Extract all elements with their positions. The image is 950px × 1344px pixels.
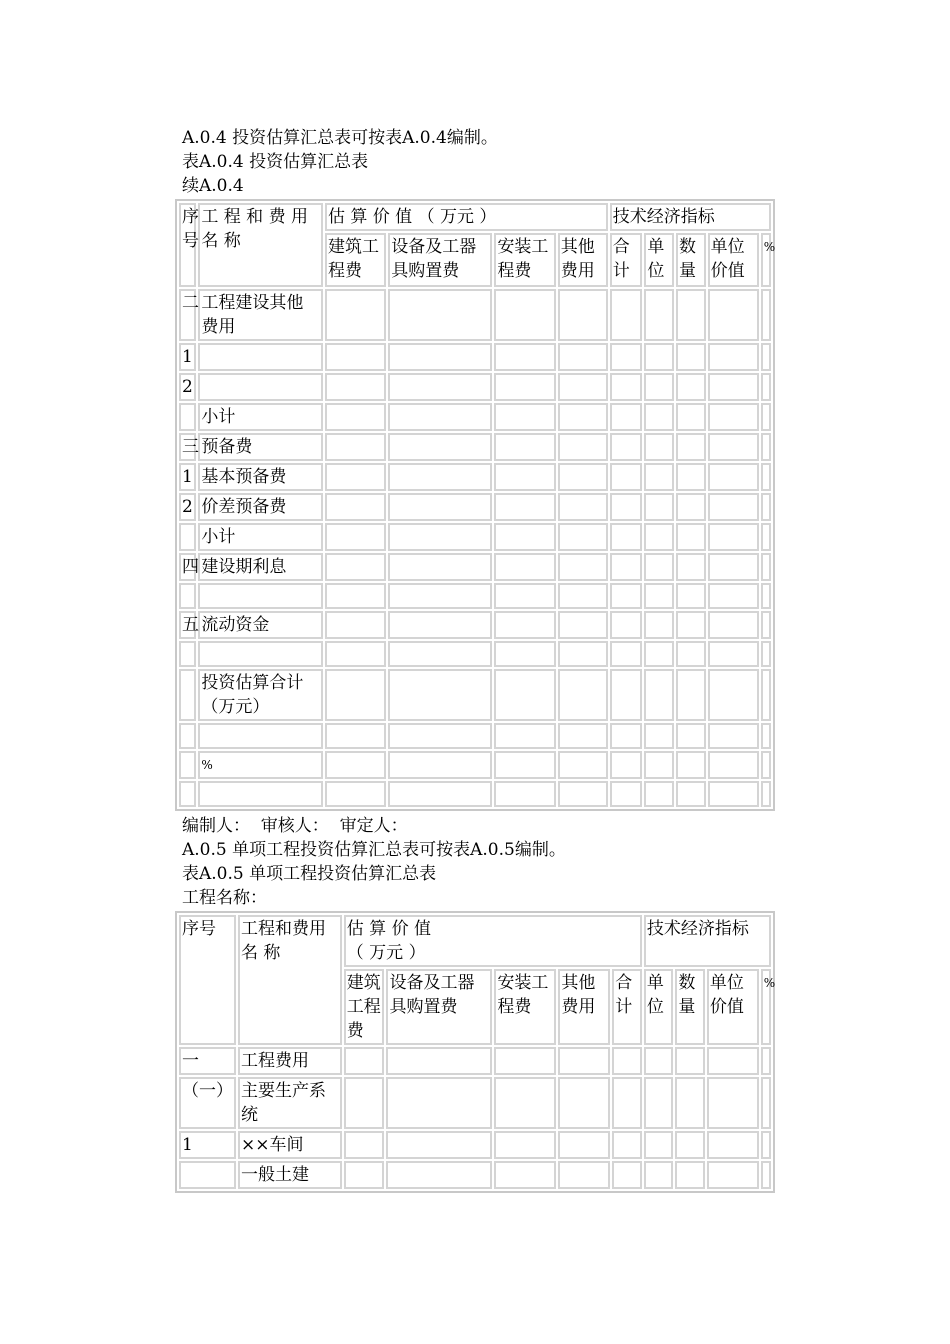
empty-cell bbox=[610, 611, 643, 639]
empty-cell bbox=[675, 1131, 705, 1159]
empty-cell bbox=[644, 669, 674, 721]
row-name: 一般土建 bbox=[238, 1161, 342, 1189]
empty-cell bbox=[494, 433, 555, 461]
empty-cell bbox=[644, 781, 674, 807]
empty-cell bbox=[386, 1131, 492, 1159]
empty-cell bbox=[558, 553, 608, 581]
empty-cell bbox=[761, 403, 771, 431]
header-col-4: 合计 bbox=[612, 969, 642, 1045]
header-col-3: 其他费用 bbox=[558, 233, 608, 287]
row-seq: 二 bbox=[179, 289, 196, 341]
table-row bbox=[179, 1047, 771, 1075]
table-row bbox=[179, 403, 771, 431]
empty-cell bbox=[494, 1077, 556, 1129]
row-seq: 一 bbox=[179, 1047, 236, 1075]
empty-cell bbox=[388, 583, 492, 609]
empty-cell bbox=[761, 583, 771, 609]
empty-cell bbox=[644, 723, 674, 749]
empty-cell bbox=[708, 553, 759, 581]
empty-cell bbox=[494, 463, 555, 491]
empty-cell bbox=[558, 373, 608, 401]
row-seq: 1 bbox=[179, 463, 196, 491]
row-name bbox=[198, 583, 323, 609]
empty-cell bbox=[708, 523, 759, 551]
empty-cell bbox=[388, 641, 492, 667]
empty-cell bbox=[644, 1161, 674, 1189]
empty-cell bbox=[761, 669, 771, 721]
empty-cell bbox=[761, 289, 771, 341]
empty-cell bbox=[612, 1131, 642, 1159]
empty-cell bbox=[761, 1047, 771, 1075]
empty-cell bbox=[558, 403, 608, 431]
empty-cell bbox=[558, 433, 608, 461]
empty-cell bbox=[558, 493, 608, 521]
empty-cell bbox=[494, 723, 555, 749]
empty-cell bbox=[676, 493, 706, 521]
empty-cell bbox=[707, 1047, 759, 1075]
row-seq bbox=[179, 1161, 236, 1189]
empty-cell bbox=[676, 781, 706, 807]
empty-cell bbox=[325, 751, 386, 779]
empty-cell bbox=[676, 373, 706, 401]
empty-cell bbox=[676, 553, 706, 581]
empty-cell bbox=[644, 553, 674, 581]
table2-caption: 表A.0.5 单项工程投资估算汇总表 bbox=[182, 864, 437, 884]
row-seq: （一） bbox=[179, 1077, 236, 1129]
header-col-7: 单位价值 bbox=[707, 969, 759, 1045]
empty-cell bbox=[325, 523, 386, 551]
empty-cell bbox=[325, 641, 386, 667]
empty-cell bbox=[388, 611, 492, 639]
empty-cell bbox=[558, 1131, 610, 1159]
table-row bbox=[179, 1131, 771, 1159]
empty-cell bbox=[558, 641, 608, 667]
empty-cell bbox=[558, 523, 608, 551]
empty-cell bbox=[558, 611, 608, 639]
row-name: 价差预备费 bbox=[198, 493, 323, 521]
header-estimate-value: 估 算 价 值 （ 万元 ） bbox=[344, 915, 642, 967]
empty-cell bbox=[558, 723, 608, 749]
row-seq bbox=[179, 523, 196, 551]
empty-cell bbox=[761, 493, 771, 521]
empty-cell bbox=[761, 1161, 771, 1189]
empty-cell bbox=[494, 523, 555, 551]
empty-cell bbox=[708, 463, 759, 491]
empty-cell bbox=[325, 723, 386, 749]
empty-cell bbox=[558, 583, 608, 609]
row-name bbox=[198, 343, 323, 371]
empty-cell bbox=[708, 343, 759, 371]
empty-cell bbox=[386, 1161, 492, 1189]
empty-cell bbox=[676, 403, 706, 431]
empty-cell bbox=[344, 1077, 385, 1129]
empty-cell bbox=[610, 403, 643, 431]
header-col-8: % bbox=[761, 233, 771, 287]
empty-cell bbox=[761, 373, 771, 401]
row-seq: 四 bbox=[179, 553, 196, 581]
table-row bbox=[179, 781, 771, 807]
empty-cell bbox=[707, 1131, 759, 1159]
empty-cell bbox=[325, 289, 386, 341]
row-name bbox=[198, 723, 323, 749]
empty-cell bbox=[644, 523, 674, 551]
header-col-8: % bbox=[761, 969, 771, 1045]
empty-cell bbox=[558, 289, 608, 341]
empty-cell bbox=[675, 1077, 705, 1129]
row-name: 小计 bbox=[198, 523, 323, 551]
single-project-estimate-table bbox=[175, 911, 775, 1193]
row-name: 投资估算合计（万元） bbox=[198, 669, 323, 721]
empty-cell bbox=[494, 553, 555, 581]
empty-cell bbox=[325, 373, 386, 401]
empty-cell bbox=[388, 723, 492, 749]
empty-cell bbox=[708, 751, 759, 779]
empty-cell bbox=[388, 343, 492, 371]
header-col-1: 设备及工器具购置费 bbox=[388, 233, 492, 287]
header-col-5: 单位 bbox=[644, 233, 674, 287]
empty-cell bbox=[558, 781, 608, 807]
empty-cell bbox=[644, 641, 674, 667]
empty-cell bbox=[558, 463, 608, 491]
empty-cell bbox=[676, 641, 706, 667]
row-name bbox=[198, 641, 323, 667]
empty-cell bbox=[644, 373, 674, 401]
empty-cell bbox=[761, 1077, 771, 1129]
empty-cell bbox=[386, 1077, 492, 1129]
table-row bbox=[179, 669, 771, 721]
intro-line-2: A.0.5 单项工程投资估算汇总表可按表A.0.5编制。 bbox=[182, 840, 566, 860]
empty-cell bbox=[344, 1047, 385, 1075]
empty-cell bbox=[610, 289, 643, 341]
empty-cell bbox=[708, 373, 759, 401]
empty-cell bbox=[494, 611, 555, 639]
table-row bbox=[179, 343, 771, 371]
empty-cell bbox=[325, 343, 386, 371]
empty-cell bbox=[325, 433, 386, 461]
empty-cell bbox=[325, 583, 386, 609]
empty-cell bbox=[388, 751, 492, 779]
header-col-6: 数量 bbox=[676, 233, 706, 287]
empty-cell bbox=[761, 723, 771, 749]
row-name: 工程费用 bbox=[238, 1047, 342, 1075]
row-seq bbox=[179, 583, 196, 609]
signers-line: 编制人： 审核人： 审定人： bbox=[182, 816, 408, 836]
empty-cell bbox=[388, 289, 492, 341]
empty-cell bbox=[610, 669, 643, 721]
empty-cell bbox=[494, 289, 555, 341]
empty-cell bbox=[676, 343, 706, 371]
empty-cell bbox=[388, 403, 492, 431]
empty-cell bbox=[325, 669, 386, 721]
empty-cell bbox=[610, 463, 643, 491]
empty-cell bbox=[610, 433, 643, 461]
empty-cell bbox=[761, 343, 771, 371]
project-name-label: 工程名称： bbox=[182, 888, 267, 908]
empty-cell bbox=[494, 373, 555, 401]
table-row bbox=[179, 433, 771, 461]
empty-cell bbox=[558, 343, 608, 371]
table-row bbox=[179, 1161, 771, 1189]
empty-cell bbox=[761, 433, 771, 461]
empty-cell bbox=[644, 433, 674, 461]
row-name: 基本预备费 bbox=[198, 463, 323, 491]
table1-caption: 表A.0.4 投资估算汇总表 bbox=[182, 152, 369, 172]
empty-cell bbox=[386, 1047, 492, 1075]
empty-cell bbox=[708, 583, 759, 609]
empty-cell bbox=[494, 1131, 556, 1159]
empty-cell bbox=[558, 669, 608, 721]
empty-cell bbox=[610, 723, 643, 749]
empty-cell bbox=[494, 781, 555, 807]
empty-cell bbox=[708, 611, 759, 639]
empty-cell bbox=[761, 641, 771, 667]
header-col-0: 建筑工程费 bbox=[325, 233, 386, 287]
header-col-6: 数量 bbox=[675, 969, 705, 1045]
empty-cell bbox=[676, 433, 706, 461]
empty-cell bbox=[388, 493, 492, 521]
header-seq: 序号 bbox=[179, 915, 236, 1045]
empty-cell bbox=[325, 553, 386, 581]
row-seq: 2 bbox=[179, 373, 196, 401]
empty-cell bbox=[644, 289, 674, 341]
header-estimate-value: 估 算 价 值 （ 万元 ） bbox=[325, 203, 608, 231]
header-tech-indicators: 技术经济指标 bbox=[610, 203, 771, 231]
table1-continued-label: 续A.0.4 bbox=[182, 176, 244, 196]
header-name: 工程和费用 名 称 bbox=[238, 915, 342, 1045]
empty-cell bbox=[644, 751, 674, 779]
empty-cell bbox=[761, 463, 771, 491]
empty-cell bbox=[494, 751, 555, 779]
row-seq bbox=[179, 781, 196, 807]
empty-cell bbox=[676, 669, 706, 721]
header-col-0: 建筑工程费 bbox=[344, 969, 385, 1045]
empty-cell bbox=[344, 1131, 385, 1159]
empty-cell bbox=[494, 669, 555, 721]
empty-cell bbox=[612, 1047, 642, 1075]
empty-cell bbox=[644, 343, 674, 371]
header-tech-indicators: 技术经济指标 bbox=[644, 915, 771, 967]
empty-cell bbox=[708, 723, 759, 749]
header-col-5: 单位 bbox=[644, 969, 674, 1045]
empty-cell bbox=[610, 751, 643, 779]
row-name: 小计 bbox=[198, 403, 323, 431]
row-seq: 三 bbox=[179, 433, 196, 461]
empty-cell bbox=[708, 403, 759, 431]
empty-cell bbox=[761, 1131, 771, 1159]
table-row bbox=[179, 289, 771, 341]
empty-cell bbox=[761, 553, 771, 581]
empty-cell bbox=[675, 1047, 705, 1075]
investment-estimate-summary-table bbox=[175, 199, 775, 811]
table-row bbox=[179, 463, 771, 491]
empty-cell bbox=[676, 583, 706, 609]
table-row bbox=[179, 723, 771, 749]
empty-cell bbox=[494, 583, 555, 609]
table-row bbox=[179, 523, 771, 551]
empty-cell bbox=[708, 781, 759, 807]
table-row bbox=[179, 553, 771, 581]
table-row bbox=[179, 583, 771, 609]
empty-cell bbox=[388, 433, 492, 461]
empty-cell bbox=[676, 751, 706, 779]
empty-cell bbox=[708, 493, 759, 521]
empty-cell bbox=[494, 403, 555, 431]
empty-cell bbox=[610, 553, 643, 581]
empty-cell bbox=[610, 373, 643, 401]
table-row bbox=[179, 373, 771, 401]
empty-cell bbox=[494, 343, 555, 371]
empty-cell bbox=[388, 523, 492, 551]
empty-cell bbox=[610, 493, 643, 521]
empty-cell bbox=[676, 723, 706, 749]
empty-cell bbox=[707, 1077, 759, 1129]
row-name: 工程建设其他费用 bbox=[198, 289, 323, 341]
empty-cell bbox=[610, 781, 643, 807]
empty-cell bbox=[612, 1077, 642, 1129]
empty-cell bbox=[325, 781, 386, 807]
empty-cell bbox=[676, 463, 706, 491]
empty-cell bbox=[610, 343, 643, 371]
empty-cell bbox=[644, 1047, 674, 1075]
empty-cell bbox=[558, 1161, 610, 1189]
row-seq: 五 bbox=[179, 611, 196, 639]
empty-cell bbox=[388, 669, 492, 721]
empty-cell bbox=[558, 751, 608, 779]
empty-cell bbox=[610, 641, 643, 667]
empty-cell bbox=[388, 463, 492, 491]
empty-cell bbox=[325, 463, 386, 491]
empty-cell bbox=[558, 1047, 610, 1075]
table-row bbox=[179, 611, 771, 639]
row-seq bbox=[179, 403, 196, 431]
table-row bbox=[179, 493, 771, 521]
row-name: 主要生产系统 bbox=[238, 1077, 342, 1129]
empty-cell bbox=[676, 611, 706, 639]
header-seq: 序号 bbox=[179, 203, 196, 287]
empty-cell bbox=[325, 403, 386, 431]
empty-cell bbox=[644, 403, 674, 431]
empty-cell bbox=[708, 289, 759, 341]
row-seq: 1 bbox=[179, 1131, 236, 1159]
row-name: 预备费 bbox=[198, 433, 323, 461]
empty-cell bbox=[325, 611, 386, 639]
header-col-7: 单位价值 bbox=[708, 233, 759, 287]
empty-cell bbox=[644, 1077, 674, 1129]
table-row bbox=[179, 751, 771, 779]
empty-cell bbox=[675, 1161, 705, 1189]
header-col-1: 设备及工器具购置费 bbox=[386, 969, 492, 1045]
row-name: 流动资金 bbox=[198, 611, 323, 639]
empty-cell bbox=[494, 1047, 556, 1075]
empty-cell bbox=[761, 523, 771, 551]
empty-cell bbox=[388, 553, 492, 581]
empty-cell bbox=[558, 1077, 610, 1129]
row-name bbox=[198, 781, 323, 807]
empty-cell bbox=[708, 641, 759, 667]
row-name: ××车间 bbox=[238, 1131, 342, 1159]
empty-cell bbox=[644, 611, 674, 639]
row-seq bbox=[179, 751, 196, 779]
empty-cell bbox=[644, 583, 674, 609]
empty-cell bbox=[644, 1131, 674, 1159]
empty-cell bbox=[494, 1161, 556, 1189]
row-seq: 2 bbox=[179, 493, 196, 521]
row-seq bbox=[179, 669, 196, 721]
empty-cell bbox=[388, 781, 492, 807]
header-col-4: 合计 bbox=[610, 233, 643, 287]
row-seq: 1 bbox=[179, 343, 196, 371]
empty-cell bbox=[761, 781, 771, 807]
empty-cell bbox=[761, 611, 771, 639]
empty-cell bbox=[494, 493, 555, 521]
empty-cell bbox=[676, 523, 706, 551]
empty-cell bbox=[388, 373, 492, 401]
header-col-3: 其他费用 bbox=[558, 969, 610, 1045]
header-name: 工 程 和 费 用 名 称 bbox=[198, 203, 323, 287]
empty-cell bbox=[708, 433, 759, 461]
header-col-2: 安装工程费 bbox=[494, 969, 556, 1045]
header-col-2: 安装工程费 bbox=[494, 233, 555, 287]
row-seq bbox=[179, 723, 196, 749]
empty-cell bbox=[676, 289, 706, 341]
table-row bbox=[179, 641, 771, 667]
row-seq bbox=[179, 641, 196, 667]
table-row bbox=[179, 1077, 771, 1129]
empty-cell bbox=[708, 669, 759, 721]
empty-cell bbox=[494, 641, 555, 667]
empty-cell bbox=[644, 493, 674, 521]
row-name: % bbox=[198, 751, 323, 779]
row-name bbox=[198, 373, 323, 401]
empty-cell bbox=[344, 1161, 385, 1189]
empty-cell bbox=[612, 1161, 642, 1189]
empty-cell bbox=[644, 463, 674, 491]
empty-cell bbox=[707, 1161, 759, 1189]
row-name: 建设期利息 bbox=[198, 553, 323, 581]
empty-cell bbox=[610, 583, 643, 609]
empty-cell bbox=[610, 523, 643, 551]
empty-cell bbox=[761, 751, 771, 779]
empty-cell bbox=[325, 493, 386, 521]
intro-line-1: A.0.4 投资估算汇总表可按表A.0.4编制。 bbox=[182, 128, 498, 148]
